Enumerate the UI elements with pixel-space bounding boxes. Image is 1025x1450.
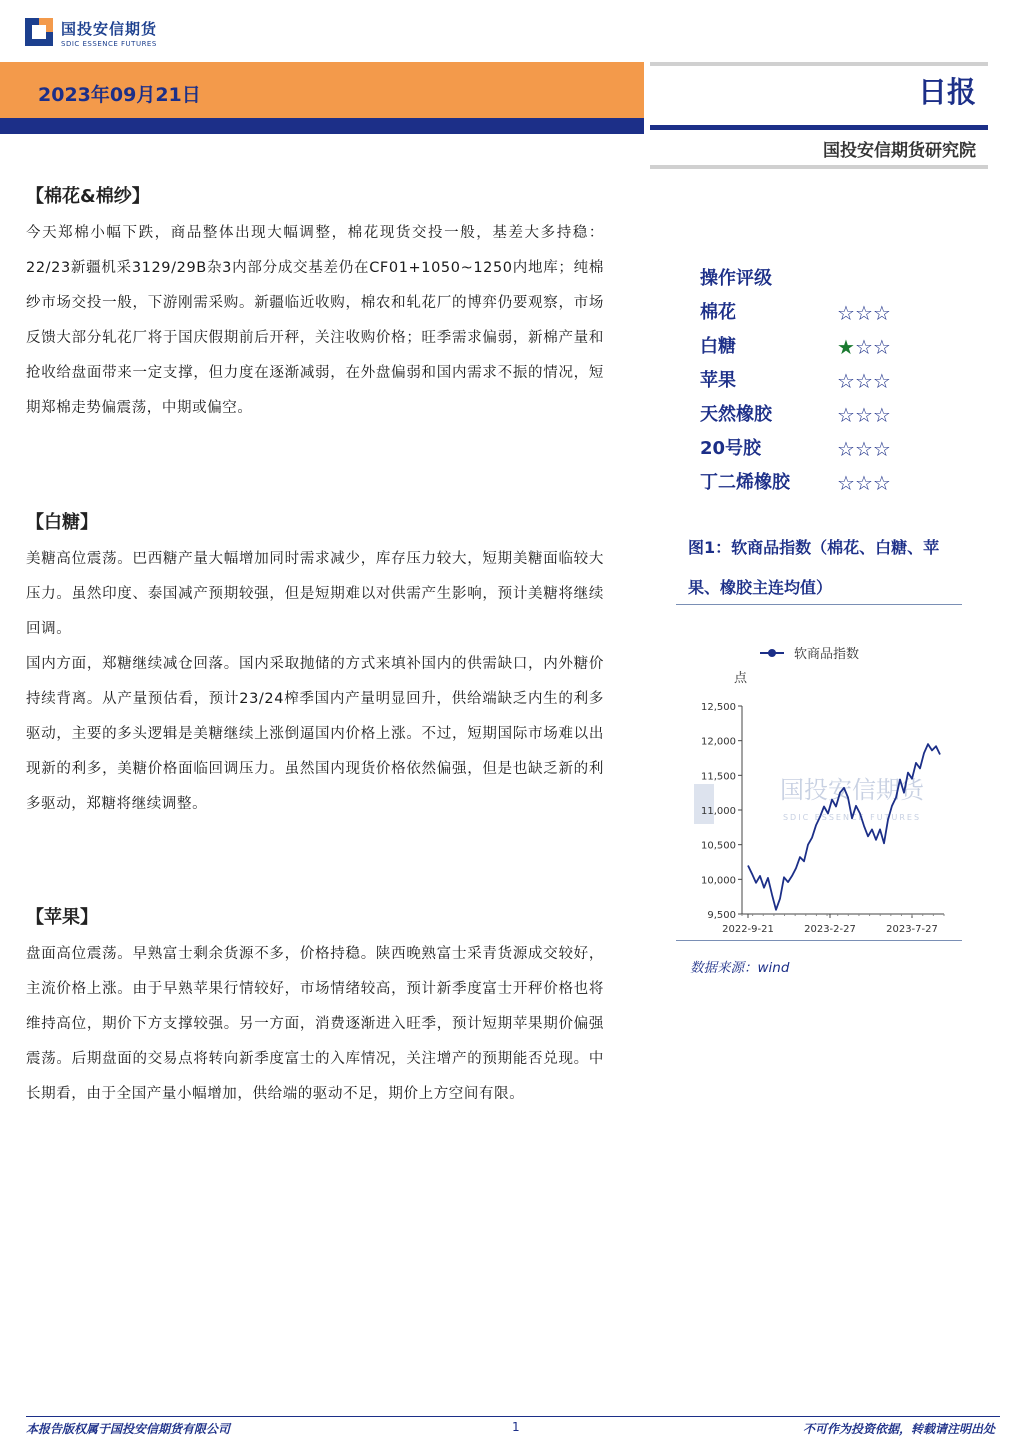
star-filled-icon: ★ xyxy=(837,335,855,359)
x-tick-label: 2023-7-27 xyxy=(886,924,938,935)
data-source: 数据来源：wind xyxy=(690,960,790,976)
section-title-cotton: 【棉花&棉纱】 xyxy=(26,186,150,207)
star-outline-icon: ☆ xyxy=(854,301,873,325)
rating-row xyxy=(700,432,920,466)
divider xyxy=(676,604,962,605)
section-title-sugar: 【白糖】 xyxy=(26,512,98,533)
watermark-text: 国投安信期货 xyxy=(780,776,924,804)
rating-row xyxy=(700,398,920,432)
star-outline-icon: ☆ xyxy=(872,471,891,495)
divider xyxy=(650,165,988,169)
section-title-apple: 【苹果】 xyxy=(26,907,98,928)
logo-icon xyxy=(25,18,53,46)
footer-disclaimer: 不可作为投资依据，转载请注明出处 xyxy=(802,1422,995,1436)
rating-name: 白糖 xyxy=(700,336,736,357)
rating-name: 20号胶 xyxy=(700,438,762,459)
star-outline-icon: ☆ xyxy=(837,403,855,427)
rating-stars xyxy=(837,330,891,364)
rating-stars xyxy=(837,466,891,500)
y-tick-label: 10,000 xyxy=(701,875,736,887)
star-outline-icon: ☆ xyxy=(854,437,873,461)
soft-commodity-index-chart xyxy=(676,612,962,938)
star-outline-icon: ☆ xyxy=(854,471,873,495)
rating-stars xyxy=(837,398,891,432)
logo-text-cn: 国投安信期货 xyxy=(61,20,158,38)
star-outline-icon: ☆ xyxy=(872,403,891,427)
company-logo xyxy=(25,14,175,54)
divider xyxy=(676,940,962,941)
rating-name: 丁二烯橡胶 xyxy=(700,472,790,493)
figure-title: 图1：软商品指数（棉花、白糖、苹果、橡胶主连均值） xyxy=(688,538,940,597)
y-axis-label: 点 xyxy=(734,671,748,686)
star-outline-icon: ☆ xyxy=(837,301,855,325)
institute-name: 国投安信期货研究院 xyxy=(823,141,976,161)
rating-row xyxy=(700,364,920,398)
star-outline-icon: ☆ xyxy=(872,369,891,393)
y-tick-label: 12,500 xyxy=(701,702,736,713)
star-outline-icon: ☆ xyxy=(872,301,891,325)
rating-name: 苹果 xyxy=(700,370,736,391)
legend-label: 软商品指数 xyxy=(794,647,860,662)
x-tick-label: 2022-9-21 xyxy=(722,924,774,935)
star-outline-icon: ☆ xyxy=(837,369,855,393)
y-tick-label: 10,500 xyxy=(701,840,736,852)
rating-panel xyxy=(700,262,920,500)
page-number: 1 xyxy=(512,1420,520,1434)
logo-text-en: SDIC ESSENCE FUTURES xyxy=(61,40,157,48)
star-outline-icon: ☆ xyxy=(837,437,855,461)
star-outline-icon: ☆ xyxy=(854,369,873,393)
star-outline-icon: ☆ xyxy=(872,335,891,359)
footer-divider xyxy=(26,1416,1000,1417)
y-tick-label: 11,000 xyxy=(701,806,736,817)
rating-stars xyxy=(837,364,891,398)
rating-name: 天然橡胶 xyxy=(700,404,772,425)
watermark-logo-icon xyxy=(694,784,714,824)
footer-copyright: 本报告版权属于国投安信期货有限公司 xyxy=(26,1422,231,1436)
rating-name: 棉花 xyxy=(700,302,736,323)
star-outline-icon: ☆ xyxy=(854,335,873,359)
y-tick-label: 9,500 xyxy=(707,910,736,921)
section-body-apple: 盘面高位震荡。早熟富士剩余货源不多，价格持稳。陕西晚熟富士采青货源成交较好，主流价格上涨。由于早熟苹果行情较好，市场情绪较高，预计新季度富士开秤价格也将维持高位，期价下方支撑较强。另一方面，消费逐渐进入旺季，预计短期苹果期价偏强震荡。后期盘面的交易点将转向新季度富士的入库情况，关注增产的预期能否兑现。中长期看，由于全国产量小幅增加，供给端的驱动不足，期价上方空间有限。 xyxy=(26,946,604,1102)
star-outline-icon: ☆ xyxy=(837,471,855,495)
watermark-text-en: SDIC ESSENCE FUTURES xyxy=(782,813,922,822)
rating-heading: 操作评级 xyxy=(700,268,772,289)
star-outline-icon: ☆ xyxy=(854,403,873,427)
star-outline-icon: ☆ xyxy=(872,437,891,461)
x-tick-label: 2023-2-27 xyxy=(804,924,856,935)
rating-row xyxy=(700,296,920,330)
report-date: 2023年09月21日 xyxy=(38,84,201,106)
divider xyxy=(650,125,988,130)
rating-row xyxy=(700,330,920,364)
y-tick-label: 12,000 xyxy=(701,736,736,748)
rating-stars xyxy=(837,296,891,330)
y-tick-label: 11,500 xyxy=(701,771,736,783)
section-body-sugar-2: 国内方面，郑糖继续减仓回落。国内采取抛储的方式来填补国内的供需缺口，内外糖价持续背离。从产量预估看，预计23/24榨季国内产量明显回升，供给端缺乏内生的利多驱动，主要的多头逻辑是美糖继续上涨倒逼国内价格上涨。不过，短期国际市场难以出现新的利多，美糖价格面临回调压力。虽然国内现货价格依然偏强，但是也缺乏新的利多驱动，郑糖将继续调整。 xyxy=(26,656,604,812)
report-type: 日报 xyxy=(917,75,976,109)
header-blue-bar xyxy=(0,118,644,134)
section-body-sugar-1: 美糖高位震荡。巴西糖产量大幅增加同时需求减少，库存压力较大，短期美糖面临较大压力。虽然印度、泰国减产预期较强，但是短期难以对供需产生影响，预计美糖将继续回调。 xyxy=(26,551,604,637)
rating-stars xyxy=(837,432,891,466)
legend-marker xyxy=(768,649,776,657)
rating-row xyxy=(700,466,920,500)
divider xyxy=(650,62,988,66)
section-body-cotton: 今天郑棉小幅下跌，商品整体出现大幅调整，棉花现货交投一般，基差大多持稳：22/23新疆机采3129/29B杂3内部分成交基差仍在CF01+1050~1250内地库；纯棉纱市场交投一般，下游刚需采购。新疆临近收购，棉农和轧花厂的博弈仍要观察，市场反馈大部分轧花厂将于国庆假期前后开秤，关注收购价格；旺季需求偏弱，新棉产量和抢收给盘面带来一定支撑，但力度在逐渐减弱，在外盘偏弱和国内需求不振的情况，短期郑棉走势偏震荡，中期或偏空。 xyxy=(26,225,604,416)
series-line xyxy=(748,744,940,910)
